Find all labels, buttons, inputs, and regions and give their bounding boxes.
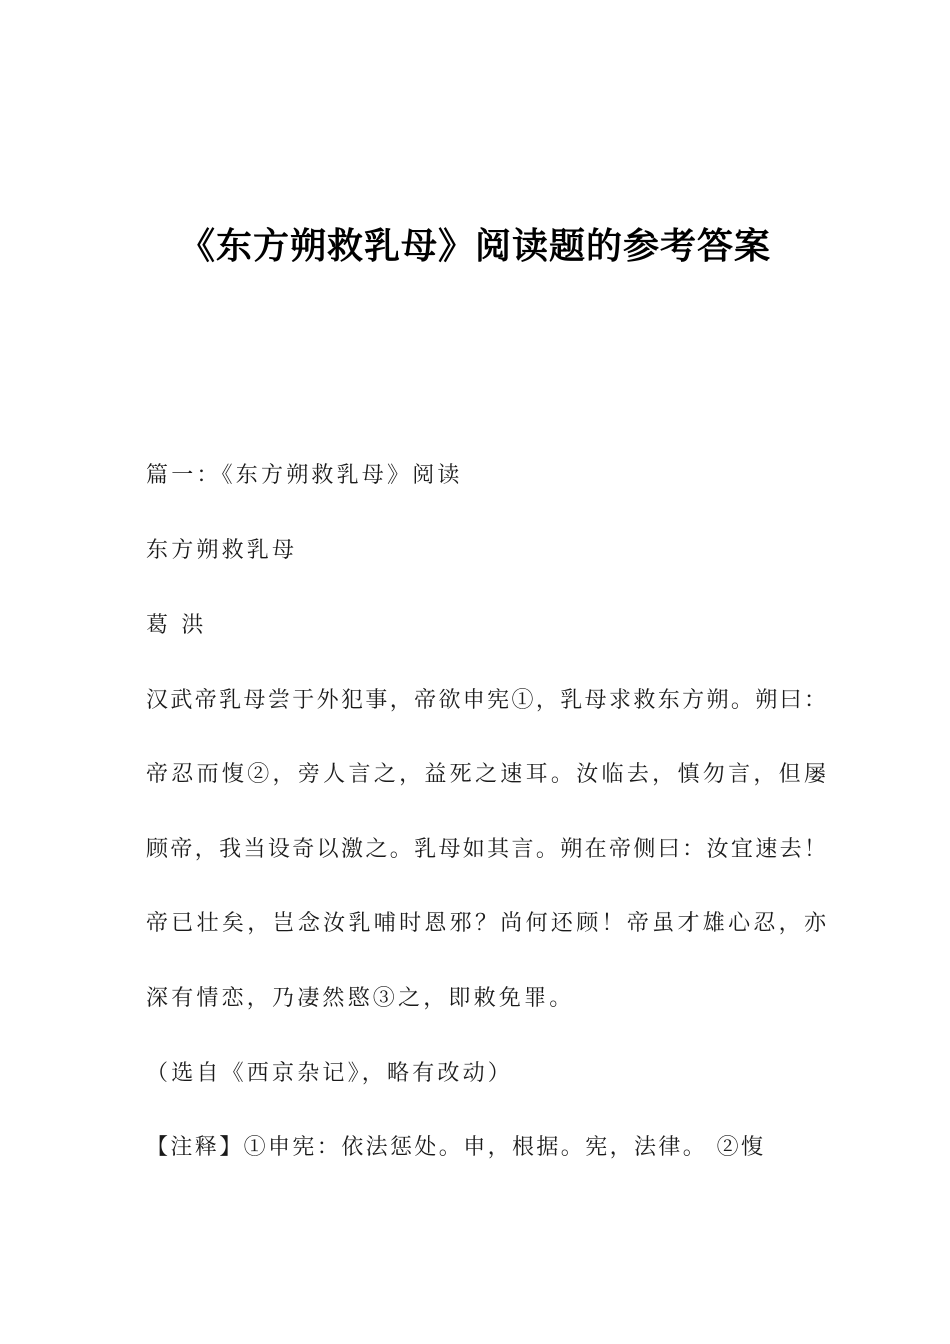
body-line: 帝已壮矣，岂念汝乳哺时恩邪？尚何还顾！帝虽才雄心忍，亦: [146, 911, 826, 936]
source-note: （选自《西京杂记》，略有改动）: [146, 1061, 514, 1086]
document-title: 《东方朔救乳母》阅读题的参考答案: [178, 226, 771, 267]
article-author: 葛 洪: [146, 613, 207, 638]
body-line: 顾帝，我当设奇以激之。乳母如其言。朔在帝侧曰：汝宜速去！: [146, 837, 826, 862]
section-heading: 篇一：《东方朔救乳母》阅读: [146, 463, 463, 488]
body-line: 汉武帝乳母尝于外犯事，帝欲申宪①，乳母求救东方朔。朔曰：: [146, 688, 826, 713]
article-title: 东方朔救乳母: [146, 538, 298, 563]
body-line: 深有情恋，乃凄然愍③之，即敕免罪。: [146, 986, 575, 1011]
annotation-line: 【注释】①申宪：依法惩处。申，根据。宪，法律。 ②愎: [146, 1135, 766, 1160]
body-line: 帝忍而愎②，旁人言之，益死之速耳。汝临去，慎勿言，但屡: [146, 762, 826, 787]
